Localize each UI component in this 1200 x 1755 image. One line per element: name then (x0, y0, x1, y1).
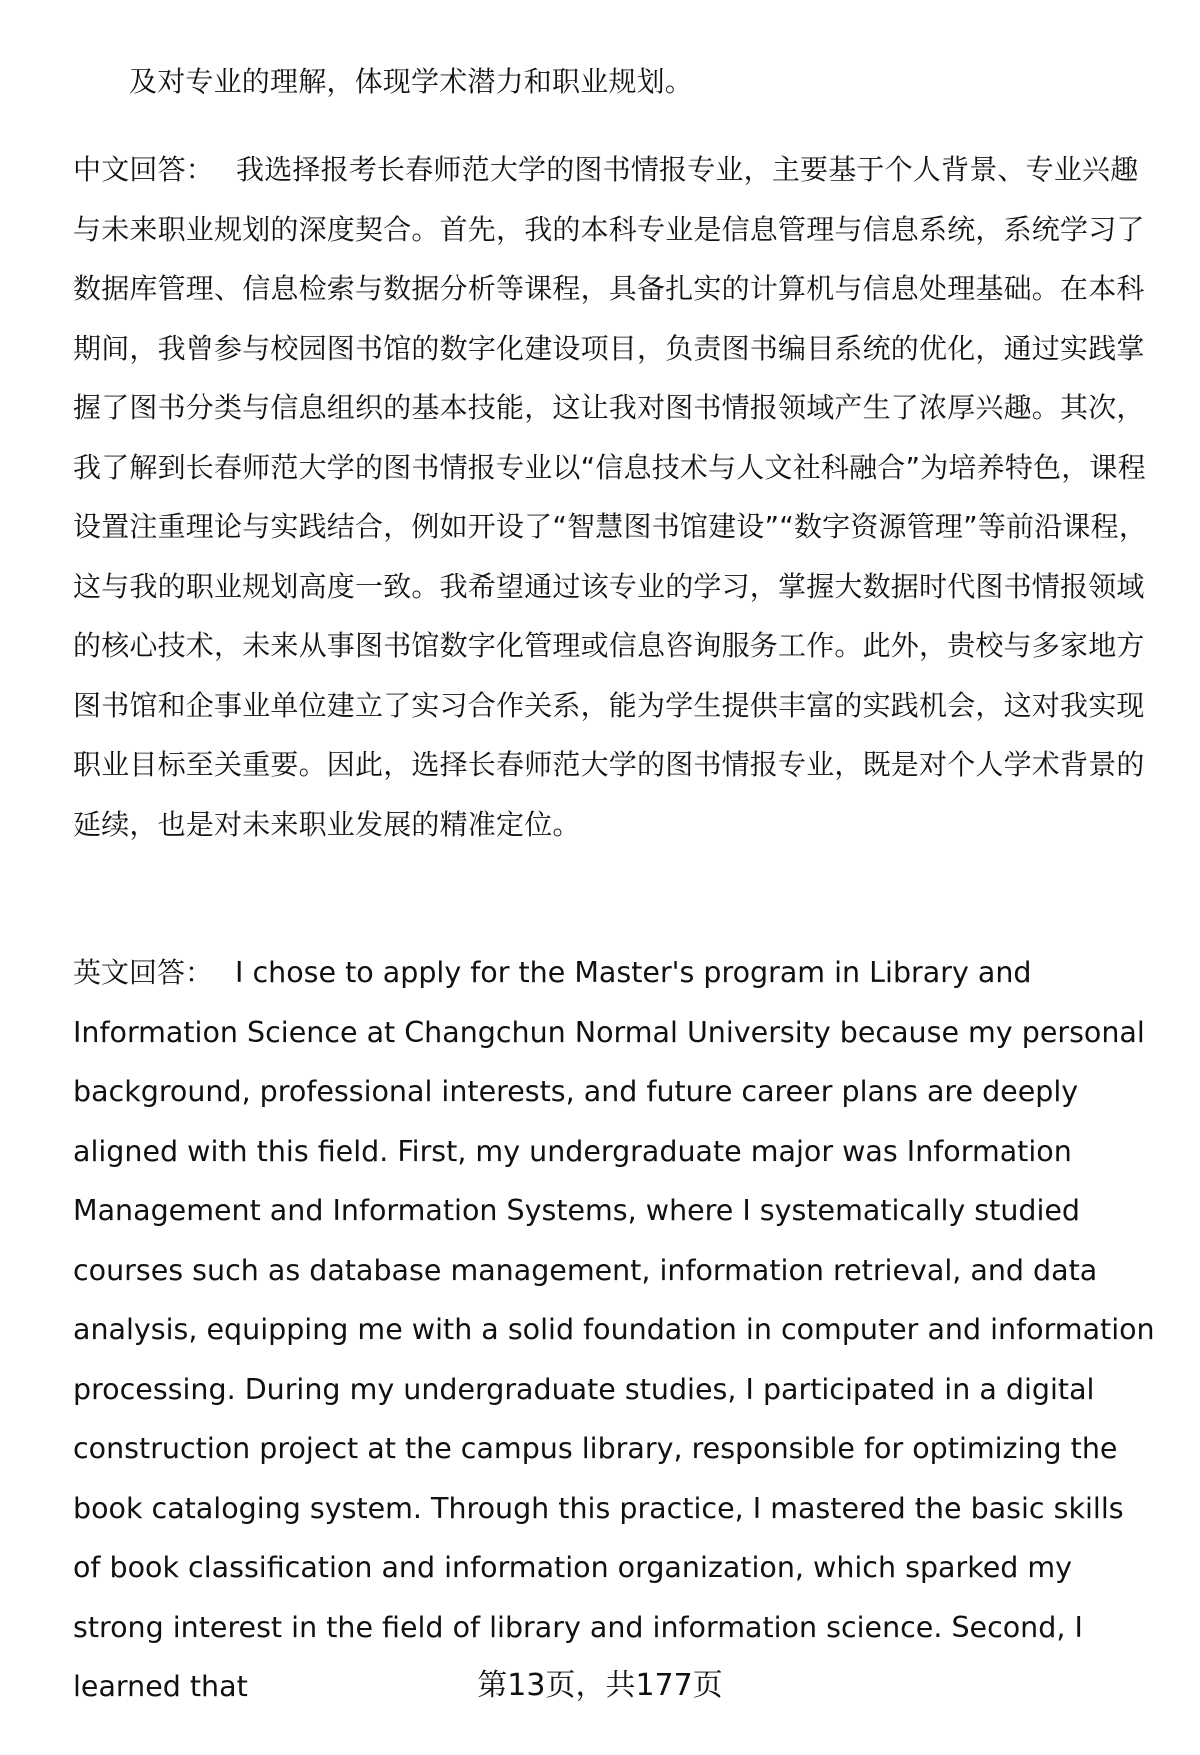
english-answer-label: 英文回答： (73, 956, 214, 989)
english-answer-text: I chose to apply for the Master's program in Library and Information Science at Changchun Normal University because my personal background, professional interests, and future career plans are deeply aligned with this field. First, my undergraduate major was Information Management and Information Systems, where I systematically studied courses such as database management, information retrieval, and data analysis, equipping me with a solid foundation in computer and information processing. During my undergraduate studies, I participated in a digital construction project at the campus library, responsible for optimizing the book cataloging system. Through this practice, I mastered the basic skills of book classification and information organization, which sparked my strong interest in the field of library and information science. Second, I learned that (73, 956, 1155, 1703)
chinese-answer-text: 我选择报考长春师范大学的图书情报专业，主要基于个人背景、专业兴趣与未来职业规划的深度契合。首先，我的本科专业是信息管理与信息系统，系统学习了数据库管理、信息检索与数据分析等课程，具备扎实的计算机与信息处理基础。在本科期间，我曾参与校园图书馆的数字化建设项目，负责图书编目系统的优化，通过实践掌握了图书分类与信息组织的基本技能，这让我对图书情报领域产生了浓厚兴趣。其次，我了解到长春师范大学的图书情报专业以“信息技术与人文社科融合”为培养特色，课程设置注重理论与实践结合，例如开设了“智慧图书馆建设”“数字资源管理”等前沿课程，这与我的职业规划高度一致。我希望通过该专业的学习，掌握大数据时代图书情报领域的核心技术，未来从事图书馆数字化管理或信息咨询服务工作。此外，贵校与多家地方图书馆和企事业单位建立了实习合作关系，能为学生提供丰富的实践机会，这对我实现职业目标至关重要。因此，选择长春师范大学的图书情报专业，既是对个人学术背景的延续，也是对未来职业发展的精准定位。 (73, 153, 1148, 841)
intro-line: 及对专业的理解，体现学术潜力和职业规划。 (129, 65, 694, 98)
page-number-footer: 第13页，共177页 (477, 1668, 723, 1703)
chinese-answer-label: 中文回答： (73, 153, 215, 186)
chinese-answer-paragraph (73, 140, 1148, 854)
english-answer-paragraph (73, 943, 1158, 1717)
